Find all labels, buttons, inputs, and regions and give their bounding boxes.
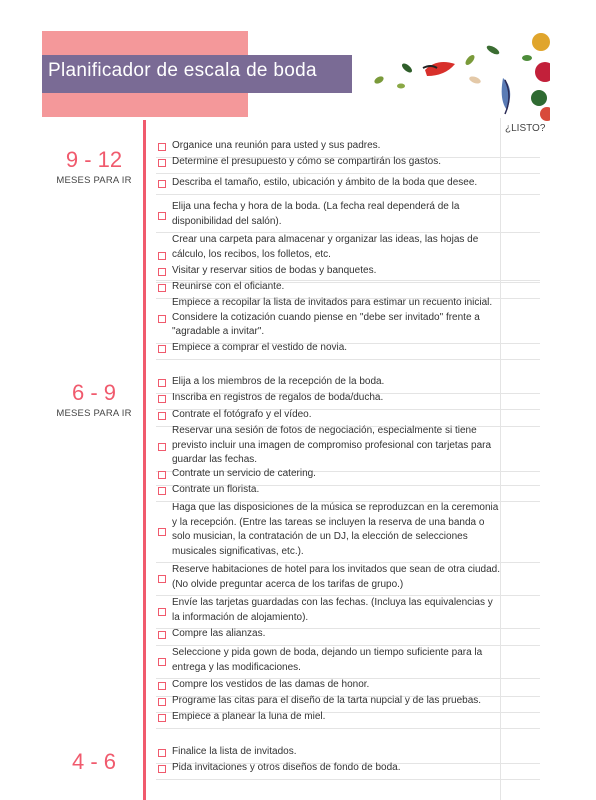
phase-9-12 [50,147,138,186]
task-checkbox[interactable] [158,575,166,583]
task-text: Programe las citas para el diseño de la tarta nupcial y de las pruebas. [172,695,482,706]
task-row [156,501,540,563]
task-text: Empiece a comprar el vestido de novia. [172,342,348,353]
task-text: Elija a los miembros de la recepción de la boda. [172,376,385,387]
task-row [156,646,540,679]
task-checkbox[interactable] [158,143,166,151]
phase-subtitle: MESES PARA IR [56,175,132,186]
phase-range: 4 - 6 [71,749,117,774]
task-row [156,761,540,780]
task-checkbox[interactable] [158,631,166,639]
task-text: Compre los vestidos de las damas de honor. [172,679,370,690]
task-row [156,200,540,233]
task-checkbox[interactable] [158,412,166,420]
task-text: Envíe las tarjetas guardadas con las fechas. (Incluya las equivalencias y la información de alojamiento). [172,597,493,623]
task-checkbox[interactable] [158,658,166,666]
task-checkbox[interactable] [158,180,166,188]
task-text: Reunirse con el oficiante. [172,281,285,292]
task-checkbox[interactable] [158,212,166,220]
task-checkbox[interactable] [158,159,166,167]
ready-column-header: ¿LISTO? [505,123,546,134]
timeline-line [143,120,146,800]
task-row [156,176,540,195]
phase-4-6 [50,749,138,775]
task-row [156,296,540,344]
task-row [156,155,540,174]
page-title: Planificador de escala de boda [48,60,317,81]
task-text: Elija una fecha y hora de la boda. (La fecha real dependerá de la disponibilidad del salón). [172,201,460,227]
task-checkbox[interactable] [158,345,166,353]
phase-range: 6 - 9 [71,380,117,405]
task-checkbox[interactable] [158,698,166,706]
task-text: Crear una carpeta para almacenar y organizar las ideas, las hojas de cálculo, los recibos, los folletos, etc. [172,234,479,260]
task-checkbox[interactable] [158,379,166,387]
task-text: Empiece a recopilar la lista de invitados para estimar un recuento inicial. Considere la cotización cuando piense en "debe ser invitado" frente a "agradable a invitar". [172,297,493,337]
task-checkbox[interactable] [158,765,166,773]
task-text: Contrate un florista. [172,484,260,495]
task-checkbox[interactable] [158,608,166,616]
phase-range: 9 - 12 [65,147,123,172]
task-text: Empiece a planear la luna de miel. [172,711,326,722]
task-checkbox[interactable] [158,714,166,722]
task-checkbox[interactable] [158,284,166,292]
task-text: Reservar una sesión de fotos de negociación, especialmente si tiene previsto incluir una imagen de compromiso profesional con tarjetas para guardar las fechas. [172,425,492,465]
task-checkbox[interactable] [158,471,166,479]
task-row [156,596,540,629]
task-text: Organice una reunión para usted y sus padres. [172,140,381,151]
phase-subtitle: MESES PARA IR [56,408,132,419]
task-row [156,341,540,360]
task-checkbox[interactable] [158,252,166,260]
task-checkbox[interactable] [158,443,166,451]
task-text: Determine el presupuesto y cómo se compartirán los gastos. [172,156,442,167]
task-checkbox[interactable] [158,528,166,536]
task-text: Haga que las disposiciones de la música se reproduzcan en la ceremonia y la recepción. (Entre las tareas se incluyen la reserva de una banda o solo musician, la contratación de un DJ, la elección de selecciones musicales significativas, etc.). [172,502,499,557]
task-checkbox[interactable] [158,395,166,403]
task-text: Compre las alianzas. [172,628,266,639]
task-row [156,424,540,472]
task-checkbox[interactable] [158,315,166,323]
task-text: Inscriba en registros de regalos de boda/ducha. [172,392,384,403]
task-row [156,627,540,646]
task-text: Visitar y reservar sitios de bodas y banquetes. [172,265,377,276]
task-row [156,710,540,729]
task-checkbox[interactable] [158,682,166,690]
task-text: Finalice la lista de invitados. [172,746,297,757]
task-text: Describa el tamaño, estilo, ubicación y ámbito de la boda que desee. [172,177,478,188]
task-text: Contrate un servicio de catering. [172,468,316,479]
task-checkbox[interactable] [158,487,166,495]
task-row [156,563,540,596]
task-row [156,391,540,410]
task-row [156,483,540,502]
task-text: Pida invitaciones y otros diseños de fondo de boda. [172,762,401,773]
task-text: Seleccione y pida gown de boda, dejando un tiempo suficiente para la entrega y las modificaciones. [172,647,483,673]
task-text: Reserve habitaciones de hotel para los invitados que sean de otra ciudad. (No olvide preguntar acerca de los tarifas de grupo.) [172,564,500,590]
floral-decoration [365,28,550,123]
phase-6-9 [50,380,138,419]
task-text: Contrate el fotógrafo y el vídeo. [172,409,312,420]
task-checkbox[interactable] [158,749,166,757]
task-checkbox[interactable] [158,268,166,276]
